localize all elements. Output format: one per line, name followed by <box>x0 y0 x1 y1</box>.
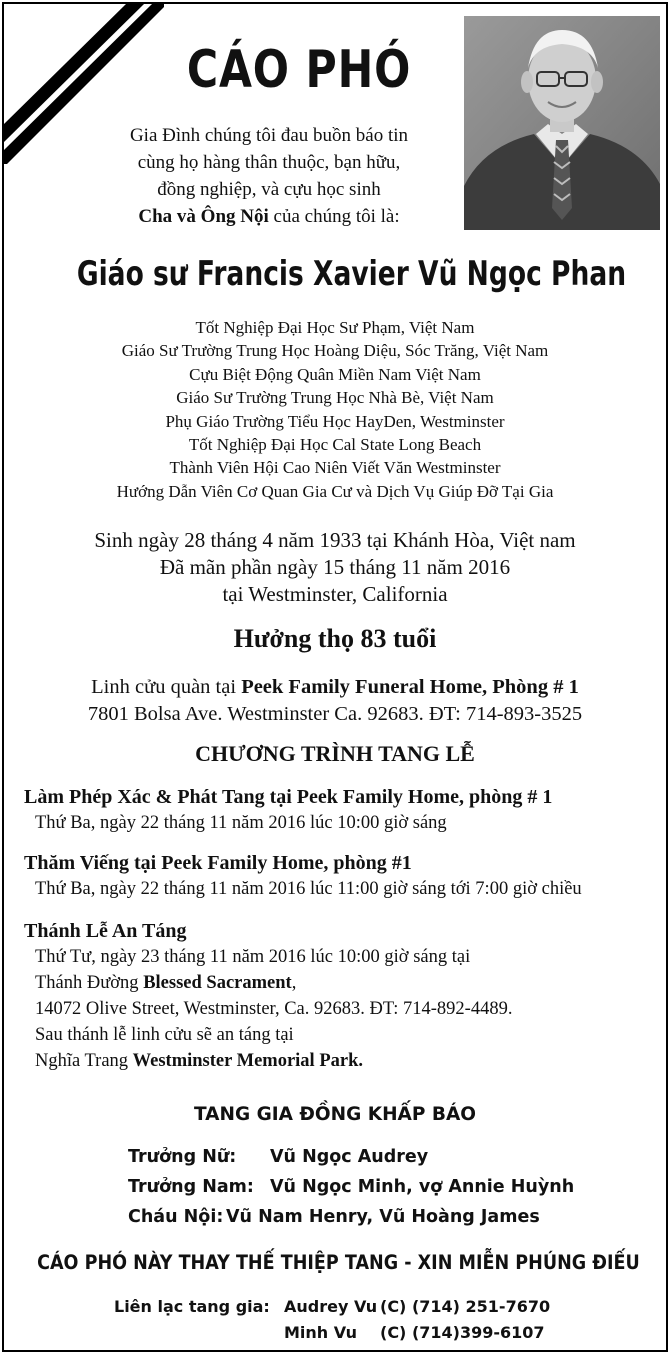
intro-line <box>79 203 459 230</box>
cemetery-name: Westminster Memorial Park. <box>132 1051 363 1071</box>
contact-name: Audrey Vu <box>284 1297 378 1316</box>
contact-info <box>114 1294 550 1346</box>
event-church <box>24 970 664 996</box>
family-role: Trưởng Nam: <box>128 1177 254 1197</box>
credential-item: Hướng Dẫn Viên Cơ Quan Gia Cư và Dịch Vụ Giúp Đỡ Tại Gia <box>116 481 554 501</box>
portrait-image <box>464 16 660 230</box>
contact-phone: (C) (714)399-6107 <box>380 1323 545 1342</box>
intro-relation: Cha và Ông Nội <box>138 206 269 227</box>
deceased-name: Giáo sư Francis Xavier Vũ Ngọc Phan <box>76 254 627 294</box>
intro-text <box>79 122 459 230</box>
credential-item: Tốt Nghiệp Đại Học Cal State Long Beach <box>188 435 482 455</box>
family-title: TANG GIA ĐỒNG KHẤP BÁO <box>193 1104 477 1125</box>
wake-prefix: Linh cửu quàn tại <box>91 676 242 698</box>
wake-address: 7801 Bolsa Ave. Westminster Ca. 92683. ĐT: 714-893-3525 <box>87 703 583 725</box>
credential-item: Giáo Sư Trường Trung Học Nhà Bè, Việt Nam <box>176 388 494 408</box>
family-row <box>128 1172 574 1202</box>
portrait-photo <box>464 16 660 230</box>
contact-name: Minh Vu <box>284 1323 357 1342</box>
church-suffix: , <box>291 973 297 993</box>
intro-line: Gia Đình chúng tôi đau buồn báo tin <box>129 125 409 146</box>
event-title: Thánh Lễ An Táng <box>24 920 187 942</box>
death-place-line: tại Westminster, California <box>222 582 448 606</box>
credential-item: Thành Viên Hội Cao Niên Viết Văn Westminster <box>169 458 501 478</box>
family-role: Trưởng Nữ: <box>128 1147 237 1167</box>
family-names: Vũ Ngọc Audrey <box>270 1147 429 1167</box>
contact-phone: (C) (714) 251-7670 <box>380 1297 551 1316</box>
life-dates <box>4 527 666 608</box>
credential-item: Giáo Sư Trường Trung Học Hoàng Diệu, Sóc Trăng, Việt Nam <box>121 341 549 361</box>
notice-line: CÁO PHÓ NÀY THAY THẾ THIỆP TANG - XIN MIỄN PHÚNG ĐIẾU <box>37 1251 640 1274</box>
intro-line: đồng nghiệp, và cựu học sinh <box>157 179 381 200</box>
credentials-list <box>4 316 666 503</box>
death-line: Đã mãn phần ngày 15 tháng 11 năm 2016 <box>159 555 511 579</box>
event-time: Thứ Tư, ngày 23 tháng 11 năm 2016 lúc 10:00 giờ sáng tại <box>35 947 471 967</box>
event-title: Thăm Viếng tại Peek Family Home, phòng #1 <box>24 852 412 874</box>
wake-info <box>4 674 666 728</box>
event-visitation <box>24 850 664 902</box>
age-line: Hưởng thọ 83 tuổi <box>233 624 437 653</box>
church-prefix: Thánh Đường <box>35 973 144 993</box>
event-title: Làm Phép Xác & Phát Tang tại Peek Family Home, phòng # 1 <box>24 786 553 808</box>
family-names: Vũ Ngọc Minh, vợ Annie Huỳnh <box>270 1177 575 1197</box>
program-title: CHƯƠNG TRÌNH TANG LỄ <box>195 741 475 766</box>
family-names: Vũ Nam Henry, Vũ Hoàng James <box>226 1207 540 1227</box>
event-address: 14072 Olive Street, Westminster, Ca. 92683. ĐT: 714-892-4489. <box>35 999 513 1019</box>
contact-row <box>114 1320 550 1346</box>
birth-line: Sinh ngày 28 tháng 4 năm 1933 tại Khánh Hòa, Việt nam <box>94 528 576 552</box>
contact-row <box>114 1294 550 1320</box>
page-title: CÁO PHÓ <box>186 40 412 100</box>
event-time: Thứ Ba, ngày 22 tháng 11 năm 2016 lúc 10:00 giờ sáng <box>35 813 447 833</box>
event-funeral-mass <box>24 918 664 1074</box>
credential-item: Tốt Nghiệp Đại Học Sư Phạm, Việt Nam <box>195 318 475 337</box>
event-cemetery <box>24 1048 664 1074</box>
cemetery-prefix: Nghĩa Trang <box>35 1051 133 1071</box>
event-blessing <box>24 784 664 836</box>
obituary-notice <box>2 2 668 1352</box>
event-time: Thứ Ba, ngày 22 tháng 11 năm 2016 lúc 11:00 giờ sáng tới 7:00 giờ chiều <box>35 879 582 899</box>
family-row <box>128 1202 574 1232</box>
intro-line-end: của chúng tôi là: <box>268 206 400 227</box>
family-role: Cháu Nội: <box>128 1207 224 1227</box>
family-row <box>128 1142 574 1172</box>
event-burial-note: Sau thánh lễ linh cửu sẽ an táng tại <box>35 1025 294 1045</box>
contact-label: Liên lạc tang gia: <box>114 1297 270 1316</box>
church-name: Blessed Sacrament <box>143 973 292 993</box>
credential-item: Phụ Giáo Trường Tiểu Học HayDen, Westminster <box>165 411 505 431</box>
credential-item: Cựu Biệt Động Quân Miền Nam Việt Nam <box>189 364 481 384</box>
intro-line: cùng họ hàng thân thuộc, bạn hữu, <box>137 152 401 173</box>
family-list <box>128 1142 574 1232</box>
wake-place: Peek Family Funeral Home, Phòng # 1 <box>241 676 579 698</box>
wake-location-line <box>4 674 666 701</box>
